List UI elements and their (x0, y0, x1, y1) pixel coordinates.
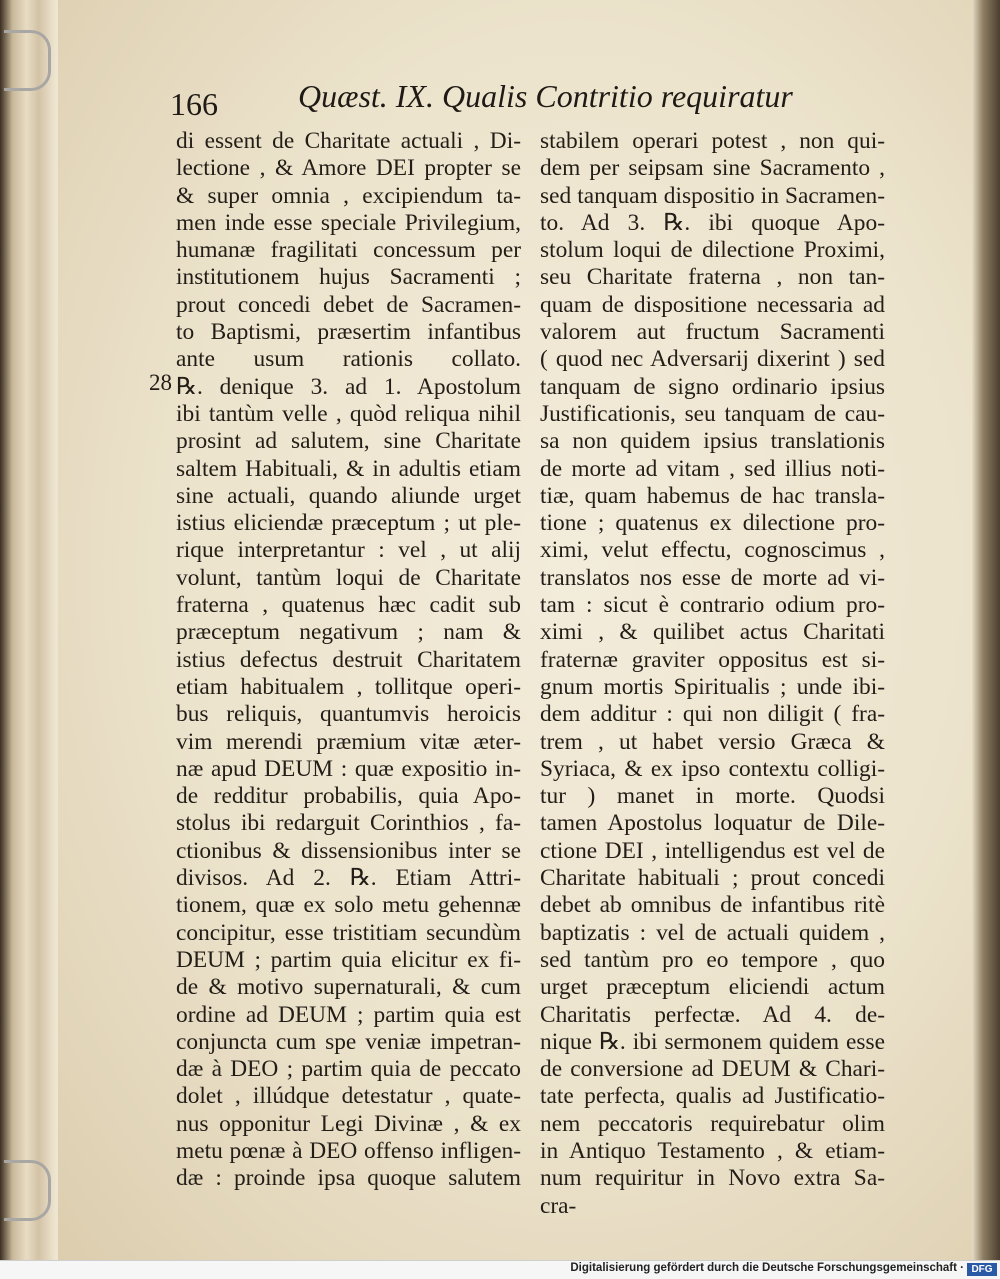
dfg-logo: DFG (967, 1263, 997, 1276)
text-line: fraterna , quatenus hæc cadit sub (176, 592, 521, 619)
text-line: urget præceptum eliciendi actum (540, 974, 885, 1001)
text-line: dæ : proinde ipsa quoque salutem (176, 1165, 521, 1192)
text-line: ctionibus & dissensionibus inter se (176, 837, 521, 864)
text-line: tiæ, quam habemus de hac transla- (540, 482, 885, 509)
text-line: Justificationis, seu tanquam de cau- (540, 400, 885, 427)
text-line: valorem aut fructum Sacramenti (540, 319, 885, 346)
clasp-top (4, 30, 51, 91)
text-line: de morte ad vitam , sed illius noti- (540, 455, 885, 482)
text-line: seu Charitate fraterna , non tan- (540, 264, 885, 291)
text-line: næ apud DEUM : quæ expositio in- (176, 755, 521, 782)
text-line: Syriaca, & ex ipso contextu colligi- (540, 755, 885, 782)
text-line: ℞. denique 3. ad 1. Apostolum (176, 373, 521, 400)
text-line: prosint ad salutem, sine Charitate (176, 428, 521, 455)
text-line: de & motivo supernaturali, & cum (176, 974, 521, 1001)
text-line: sed tantùm pro eo tempore , quo (540, 946, 885, 973)
text-line: nem peccatoris requirebatur olim (540, 1110, 885, 1137)
text-line: gnum mortis Spiritualis ; unde ibi- (540, 673, 885, 700)
text-line: dem additur : qui non diligit ( fra- (540, 701, 885, 728)
text-line: nus opponitur Legi Divinæ , & ex (176, 1110, 521, 1137)
text-line: nique ℞. ibi sermonem quidem esse (540, 1028, 885, 1055)
text-line: baptizatis : vel de actuali quidem , (540, 919, 885, 946)
text-line: to Baptismi, præsertim infantibus (176, 319, 521, 346)
text-line: in Antiquo Testamento , & etiam- (540, 1137, 885, 1164)
text-line: to. Ad 3. ℞. ibi quoque Apo- (540, 209, 885, 236)
text-line: stabilem operari potest , non qui- (540, 128, 885, 154)
text-line: rique interpretantur : vel , ut alij (176, 537, 521, 564)
text-line: concipitur, esse tristitiam secundùm (176, 919, 521, 946)
page-header (170, 78, 793, 128)
text-line: de conversione ad DEUM & Chari- (540, 1056, 885, 1083)
text-line: sed tanquam dispositio in Sacramen- (540, 182, 885, 209)
footer-credit: Digitalisierung gefördert durch die Deutsche Forschungsgemeinschaft · (570, 1262, 964, 1274)
text-line: tam : sicut è contrario odium pro- (540, 592, 885, 619)
text-line: dem per seipsam sine Sacramento , (540, 155, 885, 182)
text-line: volunt, tantùm loqui de Charitate (176, 564, 521, 591)
text-line: prout concedi debet de Sacramen- (176, 291, 521, 318)
marginal-number: 28 (149, 370, 172, 395)
text-line: ximi , & quilibet actus Charitati (540, 619, 885, 646)
text-line: tione ; quatenus ex dilectione pro- (540, 510, 885, 537)
text-line: conjuncta cum spe veniæ impetran- (176, 1028, 521, 1055)
text-line: quam de dispositione necessaria ad (540, 291, 885, 318)
text-line: etiam habitualem , tollitque operi- (176, 673, 521, 700)
text-line: dolet , illúdque detestatur , quate- (176, 1083, 521, 1110)
text-line: tionem, quæ ex solo metu gehennæ (176, 892, 521, 919)
text-line: debet ab omnibus de infantibus ritè (540, 892, 885, 919)
text-line: istius eliciendæ præceptum ; ut ple- (176, 510, 521, 537)
text-line: sine actuali, quando aliunde urget (176, 482, 521, 509)
text-line: di essent de Charitate actuali , Di- (176, 128, 521, 154)
text-line: ibi tantùm velle , quòd reliqua nihil (176, 400, 521, 427)
text-line: ctione DEI , intelligendus est vel de (540, 837, 885, 864)
text-line: vim merendi præmium vitæ æter- (176, 728, 521, 755)
running-head: Quæst. IX. Qualis Contritio requiratur (298, 78, 793, 114)
page-right-edge (972, 0, 1000, 1260)
text-line: num requiritur in Novo extra Sa- (540, 1165, 885, 1192)
text-line: sa non quidem ipsius translationis (540, 428, 885, 455)
text-line: ante usum rationis collato. (176, 346, 521, 373)
right-text-column (540, 128, 885, 1220)
text-line: translatos nos esse de morte ad vi- (540, 564, 885, 591)
text-line: cra- (540, 1192, 577, 1219)
text-line: fraternæ graviter oppositus est si- (540, 646, 885, 673)
text-line: DEUM ; partim quia elicitur ex fi- (176, 946, 521, 973)
text-line: men inde esse speciale Privilegium, (176, 209, 521, 236)
text-line: stolus ibi redarguit Corinthios , fa- (176, 810, 521, 837)
text-line: istius defectus destruit Charitatem (176, 646, 521, 673)
text-line: ( quod nec Adversarij dixerint ) sed (540, 346, 885, 373)
text-line: tur ) manet in morte. Quodsi (540, 783, 885, 810)
text-line: lectione , & Amore DEI propter se (176, 155, 521, 182)
text-line: præceptum negativum ; nam & (176, 619, 521, 646)
text-line: trem , ut habet versio Græca & (540, 728, 885, 755)
text-line: humanæ fragilitati concessum per (176, 237, 521, 264)
text-line: tate perfecta, qualis ad Justificatio- (540, 1083, 885, 1110)
text-line: & super omnia , excipiendum ta- (176, 182, 521, 209)
text-line: tanquam de signo ordinario ipsius (540, 373, 885, 400)
text-line: metu pœnæ à DEO offenso infligen- (176, 1137, 521, 1164)
text-line: de redditur probabilis, quia Apo- (176, 783, 521, 810)
clasp-bottom (4, 1160, 51, 1221)
footer-bar (0, 1260, 1000, 1279)
text-line: Charitatis perfectæ. Ad 4. de- (540, 1001, 885, 1028)
text-line: Charitate habituali ; prout concedi (540, 865, 885, 892)
text-line: dæ à DEO ; partim quia de peccato (176, 1056, 521, 1083)
text-line: tamen Apostolus loquatur de Dile- (540, 810, 885, 837)
page-number: 166 (170, 86, 218, 122)
text-line: ximi, velut effectu, cognoscimus , (540, 537, 885, 564)
left-text-column (176, 128, 521, 1193)
text-line: stolum loqui de dilectione Proximi, (540, 237, 885, 264)
text-line: saltem Habituali, & in adultis etiam (176, 455, 521, 482)
text-line: bus reliquis, quantumvis heroicis (176, 701, 521, 728)
text-line: institutionem hujus Sacramenti ; (176, 264, 521, 291)
text-line: divisos. Ad 2. ℞. Etiam Attri- (176, 865, 521, 892)
text-line: ordine ad DEUM ; partim quia est (176, 1001, 521, 1028)
